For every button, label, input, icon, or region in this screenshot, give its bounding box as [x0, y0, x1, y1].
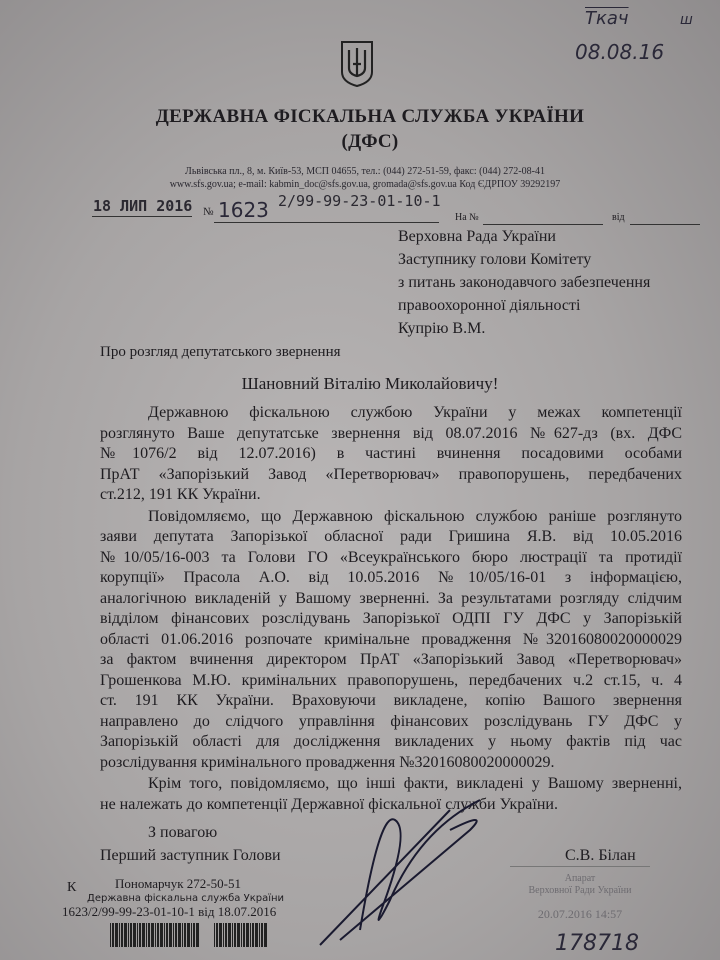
reg-no-stamp: 2/99-99-23-01-10-1 — [278, 192, 441, 210]
barcode-bar — [124, 923, 127, 947]
body-line: розглянуто Ваше депутатське звернення від 08.07.2016 №627-дз (вх. ДФС — [100, 424, 682, 442]
org-abbr: (ДФС) — [341, 131, 399, 152]
executor: Пономарчук 272-50-51 — [115, 876, 241, 891]
org-address: Львівська пл., 8, м. Київ-53, МСП 04655, тел.: (044) 272-51-59, факс: (044) 272-08-41 — [185, 166, 545, 177]
body-line: ПрАТ «Запорізький Завод «Перетворювач» правопорушень, передбачених — [100, 465, 682, 483]
incoming-stamp-line1: Апарат — [564, 873, 596, 884]
barcode-bar — [184, 923, 186, 947]
barcode-bar — [252, 923, 254, 947]
barcode-bar — [115, 923, 118, 947]
barcode-bar — [219, 923, 222, 947]
body-line: Крім того, повідомляємо, що інші факти, викладені у Вашому зверненні, — [148, 775, 682, 792]
barcode-bar — [137, 923, 138, 947]
signer-name: С.В. Білан — [565, 847, 636, 864]
body-line: Запорізькій області для дослідження викладених у ньому фактів під час — [100, 733, 682, 750]
vid-label: від — [612, 212, 625, 223]
signature-icon — [300, 790, 500, 960]
body-line: №10/05/16-003 та Голови ГО «Всеукраїнського бюро люстрації та протидії — [100, 548, 682, 566]
barcode-bar — [182, 923, 183, 947]
barcode-bar — [214, 923, 215, 947]
recipient-line: Верховна Рада України — [398, 228, 556, 245]
recipient-line: Заступнику голови Комітету — [398, 251, 592, 268]
incoming-number: 178718 — [555, 931, 639, 956]
barcode-bar — [246, 923, 249, 947]
barcode-bar — [130, 923, 132, 947]
body-line: корупції» Прасола А.О. від 10.05.2016 №10/05/16-01 з інформацією, — [100, 569, 682, 586]
barcode-bar — [160, 923, 163, 947]
body-line: ст.212, 191 КК України. — [100, 486, 261, 503]
date-line — [92, 216, 192, 217]
reg-no-line — [214, 222, 439, 223]
barcode-bar — [216, 923, 218, 947]
body-line: розслідування кримінального провадження №32016080020000029. — [100, 753, 555, 771]
trident-emblem-icon — [340, 38, 374, 88]
barcode-bar — [121, 923, 123, 947]
recipient-block — [398, 225, 650, 340]
barcode-bar — [166, 923, 168, 947]
barcode-bar — [193, 923, 195, 947]
reg-no-label: № — [203, 206, 214, 218]
barcode-bar — [157, 923, 159, 947]
footer-k: К — [67, 880, 77, 895]
body-line: Повідомляємо, що Державною фіскальною службою раніше розглянуто — [148, 507, 682, 525]
barcode — [110, 923, 267, 947]
barcode-bar — [148, 923, 150, 947]
body-line: не належать до компетенції Державної фіскальної служби України. — [100, 795, 558, 813]
barcode-bar — [112, 923, 114, 947]
subject: Про розгляд депутатського звернення — [100, 344, 341, 360]
footer-stamp-no: 1623/2/99-99-23-01-10-1 від 18.07.2016 — [62, 904, 277, 919]
salutation: Шановний Віталію Миколайовичу! — [241, 374, 499, 393]
recipient-line: правоохоронної діяльності — [398, 297, 581, 314]
footer-stamp-org: Державна фіскальна служба України — [87, 893, 285, 904]
barcode-bar — [255, 923, 258, 947]
barcode-bar — [234, 923, 236, 947]
barcode-bar — [142, 923, 145, 947]
barcode-bar — [151, 923, 154, 947]
barcode-bar — [259, 923, 260, 947]
barcode-bar — [261, 923, 263, 947]
barcode-bar — [225, 923, 227, 947]
barcode-bar — [175, 923, 177, 947]
barcode-bar — [237, 923, 240, 947]
handwritten-initials: Ткач — [585, 8, 629, 29]
org-contacts: www.sfs.gov.ua; e-mail: kabmin_doc@sfs.gov.ua, gromada@sfs.gov.ua Код ЄДРПОУ 39292197 — [169, 179, 561, 190]
barcode-bar — [241, 923, 242, 947]
barcode-bar — [196, 923, 199, 947]
barcode-bar — [139, 923, 141, 947]
body-line: відділом фінансових розслідувань Запорізької ОДПІ ГУ ДФС у Запорізькій — [100, 610, 682, 627]
barcode-bar — [243, 923, 245, 947]
incoming-stamp-date: 20.07.2016 14:57 — [537, 907, 623, 921]
body-line: ст. 191 КК України. Враховуючи викладене, копію Вашого звернення — [100, 692, 682, 709]
body-line: №1076/2 від 12.07.2016) в частині вчинення посадовими особами — [100, 445, 682, 462]
signer-position: Перший заступник Голови — [100, 847, 281, 864]
barcode-bar — [128, 923, 129, 947]
incoming-stamp — [510, 866, 650, 927]
barcode-bar — [228, 923, 231, 947]
barcode-bar — [119, 923, 120, 947]
org-title: ДЕРЖАВНА ФІСКАЛЬНА СЛУЖБА УКРАЇНИ — [155, 106, 585, 127]
handwritten-mark: ш — [680, 12, 693, 28]
barcode-bar — [173, 923, 174, 947]
handwritten-date: 08.08.16 — [575, 40, 665, 64]
body-line: за фактом вчинення директором ПрАТ «Запорізький Завод «Перетворювач» — [100, 651, 682, 668]
body-line: заяви депутата Запорізької обласної ради Гришина Я.В. від 10.05.2016 — [100, 528, 682, 545]
body-line: Державною фіскальною службою України у межах компетенції — [148, 404, 682, 421]
na-no-label: На № — [455, 212, 479, 223]
body-line: області 01.06.2016 розпочате кримінальне провадження №32016080020000029 — [100, 630, 682, 648]
reg-no-handwritten: 1623 — [218, 198, 269, 222]
body-line: направлено до слідчого управління фінансових розслідувань ГУ ДФС у — [100, 712, 682, 730]
barcode-bar — [223, 923, 224, 947]
barcode-bar — [146, 923, 147, 947]
closing: З повагою — [148, 824, 218, 841]
barcode-bar — [191, 923, 192, 947]
reg-date-stamp: 18 ЛИП 2016 — [93, 197, 193, 215]
incoming-stamp-line2: Верховної Ради України — [528, 885, 632, 896]
barcode-bar — [232, 923, 233, 947]
barcode-bar — [110, 923, 111, 947]
barcode-bar — [187, 923, 190, 947]
letter-body — [100, 403, 682, 815]
recipient-line: з питань законодавчого забезпечення — [398, 274, 651, 291]
barcode-bar — [164, 923, 165, 947]
barcode-bar — [250, 923, 251, 947]
body-line: аналогічною викладеній у Вашому зверненні. За результатами розгляду слідчим — [100, 589, 682, 607]
barcode-bar — [178, 923, 181, 947]
recipient-line: Купрію В.М. — [398, 320, 486, 337]
barcode-bar — [155, 923, 156, 947]
barcode-bar — [264, 923, 267, 947]
barcode-bar — [169, 923, 172, 947]
barcode-bar — [133, 923, 136, 947]
body-line: Грошенкова М.Ю. кримінальних правопорушень, передбачених ч.2 ст.15, ч. 4 — [100, 671, 682, 689]
